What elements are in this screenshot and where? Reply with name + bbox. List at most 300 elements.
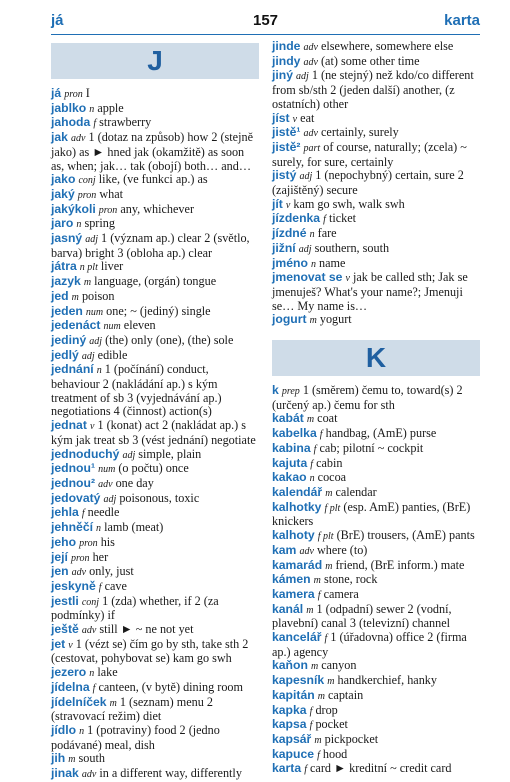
entry-headword: jahoda: [51, 115, 91, 130]
entry-part-of-speech: m: [83, 277, 92, 289]
dictionary-entry: [51, 87, 259, 102]
entry-headword: kajuta: [272, 455, 308, 470]
dictionary-entry: [51, 767, 259, 782]
entry-headword: kanál: [272, 601, 304, 616]
entry-definition: 1 (zda) whether, if 2 (za podmínky) if: [51, 593, 219, 623]
entry-headword: jed: [51, 288, 69, 303]
entry-headword: kaňon: [272, 658, 308, 673]
entry-part-of-speech: adj: [89, 335, 103, 347]
entry-headword: jeskyně: [51, 578, 96, 593]
dictionary-entry: [51, 448, 259, 463]
dictionary-entry: [51, 521, 259, 536]
entry-part-of-speech: f: [81, 508, 85, 520]
entry-headword: jindy: [272, 53, 301, 68]
entry-headword: jedenáct: [51, 318, 101, 333]
entry-definition: elsewhere, somewhere else: [321, 39, 454, 53]
entry-definition: lake: [97, 665, 118, 680]
entry-part-of-speech: v: [292, 113, 298, 125]
entry-definition: one; ~ (jediný) single: [106, 303, 211, 318]
entry-part-of-speech: m: [309, 315, 317, 327]
entry-headword: jižní: [272, 240, 296, 255]
entry-definition: handbag, (AmE) purse: [325, 426, 437, 441]
entry-headword: kapuce: [272, 746, 315, 761]
entry-definition: kam go swh, walk swh: [293, 196, 405, 211]
entry-definition: eleven: [123, 318, 156, 333]
entry-definition: 1 (konat) act 2 (nakládat ap.) s kým jak treat sb 3 (vést jednání) negotiate: [51, 418, 256, 447]
dictionary-entry: [272, 457, 480, 472]
dictionary-entry: [272, 257, 480, 272]
entry-headword: kalhoty: [272, 528, 315, 543]
entry-definition: his: [100, 534, 115, 549]
dictionary-entry: [272, 588, 480, 603]
dictionary-entry: [51, 275, 259, 290]
entry-part-of-speech: f: [310, 458, 314, 470]
entry-part-of-speech: v: [285, 199, 291, 211]
entry-part-of-speech: pron: [79, 537, 98, 549]
entry-definition: lamb (meat): [104, 520, 164, 535]
entry-definition: 1 (seznam) menu 2 (stravovací režim) diet: [51, 694, 213, 724]
entry-part-of-speech: prep: [281, 386, 300, 398]
dictionary-entry: [272, 603, 480, 631]
entry-part-of-speech: adv: [98, 478, 113, 490]
dictionary-entry: [272, 112, 480, 127]
entry-headword: jaký: [51, 186, 75, 201]
entry-definition: (the) only (one), (the) sole: [105, 332, 234, 347]
entry-headword: jízdenka: [272, 211, 321, 226]
header-last-word: karta: [444, 12, 480, 29]
entry-headword: jednoduchý: [51, 446, 120, 461]
entry-definition: any, whichever: [120, 201, 194, 216]
entry-definition: strawberry: [99, 115, 152, 130]
entry-part-of-speech: num: [85, 306, 104, 318]
entry-definition: 1 (vézt se) čím go by sth, take sth 2 (cestovat, pohybovat se) kam go swh: [51, 636, 249, 666]
dictionary-entry: [51, 349, 259, 364]
dictionary-entry: [51, 173, 259, 188]
entry-definition: certainly, surely: [321, 125, 399, 140]
entry-definition: simple, plain: [138, 446, 202, 461]
entry-headword: jít: [272, 196, 283, 211]
entry-part-of-speech: m: [314, 734, 322, 746]
entry-headword: jogurt: [272, 312, 307, 327]
entry-headword: jehla: [51, 505, 79, 520]
dictionary-entry: [272, 212, 480, 227]
entry-definition: cab; pilotní ~ cockpit: [319, 440, 424, 455]
entry-part-of-speech: num: [98, 464, 116, 476]
dictionary-entry: [51, 319, 259, 334]
entry-part-of-speech: adj: [122, 449, 136, 461]
dictionary-entry: [51, 363, 259, 419]
entry-part-of-speech: m: [317, 690, 325, 702]
entry-headword: kapitán: [272, 687, 315, 702]
entry-definition: liver: [100, 259, 124, 274]
header-first-word: já: [51, 12, 64, 29]
entry-headword: jednou²: [51, 475, 96, 490]
dictionary-entry: [272, 313, 480, 328]
entry-definition: one day: [115, 475, 154, 490]
entry-headword: jíst: [272, 110, 290, 125]
entry-part-of-speech: m: [325, 560, 333, 572]
entry-part-of-speech: n: [96, 365, 102, 377]
entry-headword: k: [272, 383, 279, 398]
entry-part-of-speech: f: [323, 214, 326, 226]
dictionary-entry: [51, 260, 259, 275]
entry-headword: její: [51, 549, 68, 564]
entry-headword: jeden: [51, 303, 83, 318]
entry-headword: jedovatý: [51, 490, 101, 505]
entry-headword: kapsa: [272, 717, 307, 732]
entry-definition: pocket: [315, 717, 348, 732]
dictionary-entry: [51, 551, 259, 566]
entry-headword: jak: [51, 130, 68, 145]
entry-headword: jinde: [272, 39, 301, 53]
entry-part-of-speech: f: [92, 682, 96, 694]
entry-definition: friend, (BrE inform.) mate: [335, 557, 465, 572]
dictionary-entry: [272, 227, 480, 242]
entry-definition: 1 (potraviny) food 2 (jedno podávané) meal, dish: [51, 722, 220, 752]
entry-part-of-speech: f: [98, 581, 102, 593]
entry-part-of-speech: m: [327, 676, 335, 688]
entry-part-of-speech: adv: [299, 545, 314, 557]
dictionary-entry: [51, 506, 259, 521]
entry-definition: stone, rock: [323, 572, 378, 587]
entry-headword: jaro: [51, 216, 74, 231]
entry-part-of-speech: n: [89, 668, 95, 680]
entry-part-of-speech: f: [317, 749, 320, 761]
running-header: [51, 10, 480, 32]
dictionary-entry: [272, 689, 480, 704]
dictionary-entry: [272, 271, 480, 313]
entry-definition: 1 (význam ap.) clear 2 (světlo, barva) bright 3 (obloha ap.) clear: [51, 231, 250, 260]
dictionary-entry: [272, 659, 480, 674]
entry-part-of-speech: m: [306, 414, 315, 426]
entry-headword: jediný: [51, 332, 87, 347]
entry-part-of-speech: v: [89, 421, 95, 433]
entry-part-of-speech: m: [68, 754, 76, 766]
entry-definition: camera: [323, 586, 359, 601]
entry-part-of-speech: adj: [85, 234, 98, 246]
right-column: [272, 40, 480, 777]
entry-definition: what: [99, 186, 124, 201]
entry-definition: 1 (ne stejný) než kdo/co different from sb/sth 2 (jeden další) another, (z ostatních) other: [272, 68, 474, 111]
entry-headword: jinak: [51, 766, 79, 781]
entry-part-of-speech: adv: [71, 567, 87, 579]
dictionary-entry: [51, 188, 259, 203]
dictionary-entry: [51, 217, 259, 232]
dictionary-entry: [272, 141, 480, 169]
entry-definition: 1 (směrem) čemu to, toward(s) 2 (určený ap.) čemu for sth: [272, 383, 463, 412]
entry-headword: jakýkoli: [51, 201, 96, 216]
entry-definition: her: [92, 549, 109, 564]
entry-headword: kalhotky: [272, 499, 322, 514]
entry-definition: pickpocket: [324, 731, 379, 746]
entry-definition: edible: [97, 347, 128, 362]
entry-part-of-speech: n: [76, 219, 82, 231]
entry-definition: fare: [317, 226, 337, 241]
dictionary-entry: [272, 427, 480, 442]
entry-headword: jistě¹: [272, 125, 301, 140]
dictionary-entry: [51, 638, 259, 666]
entry-headword: jezero: [51, 665, 87, 680]
entry-part-of-speech: adv: [303, 56, 318, 68]
entry-part-of-speech: m: [109, 697, 117, 709]
entry-definition: card ► kreditní ~ credit card: [310, 761, 452, 776]
dictionary-entry: [51, 232, 259, 260]
header-rule: [51, 34, 480, 35]
dictionary-entry: [272, 55, 480, 70]
entry-definition: handkerchief, hanky: [337, 673, 437, 688]
entry-headword: kamera: [272, 586, 315, 601]
entry-headword: jednání: [51, 362, 94, 377]
dictionary-entry: [51, 666, 259, 681]
left-column: [51, 40, 259, 782]
entry-part-of-speech: m: [325, 487, 333, 499]
entry-part-of-speech: n: [310, 258, 316, 270]
entry-definition: eat: [300, 110, 315, 125]
entry-definition: cocoa: [317, 470, 347, 485]
entry-part-of-speech: f: [319, 429, 323, 441]
entry-headword: jih: [51, 751, 66, 766]
entry-part-of-speech: adj: [298, 243, 312, 255]
entry-definition: yogurt: [319, 312, 352, 327]
entry-definition: language, (orgán) tongue: [94, 274, 217, 289]
entry-definition: jak be called sth; Jak se jmenuješ? What's your name?; Jmenuji se… My name is…: [272, 270, 468, 313]
entry-definition: poisonous, toxic: [119, 490, 200, 505]
dictionary-entry: [51, 724, 259, 752]
entry-part-of-speech: adv: [81, 769, 97, 781]
entry-definition: still ► ~ ne not yet: [99, 622, 194, 637]
entry-definition: cave: [104, 578, 127, 593]
entry-headword: kabelka: [272, 426, 317, 441]
entry-part-of-speech: f plt: [324, 502, 341, 514]
dictionary-entry: [272, 442, 480, 457]
entry-headword: jídelna: [51, 679, 90, 694]
entry-definition: 1 (dotaz na způsob) how 2 (stejně jako) as ► hned jak (okamžitě) as soon as, when; jak… tak (obojí) both… and…: [51, 130, 253, 173]
entry-definition: name: [318, 255, 346, 270]
entry-part-of-speech: adj: [103, 493, 117, 505]
entry-part-of-speech: m: [310, 661, 319, 673]
dictionary-entry: [272, 384, 480, 412]
dictionary-entry: [272, 198, 480, 213]
entry-headword: já: [51, 86, 62, 100]
entry-headword: kámen: [272, 572, 311, 587]
entry-definition: canteen, (v bytě) dining room: [98, 679, 243, 694]
dictionary-entry: [272, 40, 480, 55]
entry-definition: where (to): [316, 542, 368, 557]
entry-part-of-speech: f: [317, 589, 321, 601]
entry-definition: ticket: [328, 211, 357, 226]
entry-headword: jiný: [272, 68, 293, 83]
dictionary-entry: [51, 116, 259, 131]
entry-definition: needle: [87, 505, 120, 520]
dictionary-entry: [51, 623, 259, 638]
entry-part-of-speech: adj: [299, 171, 313, 183]
dictionary-entry: [272, 486, 480, 501]
entry-part-of-speech: n: [309, 473, 315, 485]
entry-part-of-speech: n plt: [79, 262, 98, 274]
dictionary-entry: [51, 203, 259, 218]
entry-part-of-speech: pron: [77, 189, 97, 201]
letter-band-k: K: [272, 340, 480, 376]
entry-headword: kamarád: [272, 557, 323, 572]
dictionary-entry: [272, 762, 480, 777]
entry-part-of-speech: pron: [70, 552, 90, 564]
entry-definition: south: [78, 751, 105, 766]
page-number: 157: [252, 12, 279, 29]
entry-definition: poison: [81, 288, 115, 303]
dictionary-entry: [272, 69, 480, 111]
entry-headword: jablko: [51, 100, 87, 115]
entry-definition: I: [85, 86, 90, 100]
entry-part-of-speech: n: [89, 103, 95, 115]
entry-part-of-speech: conj: [78, 175, 96, 187]
entry-headword: kabina: [272, 440, 311, 455]
entry-headword: jako: [51, 172, 76, 187]
entry-headword: jazyk: [51, 274, 81, 289]
entry-headword: jednat: [51, 418, 87, 433]
entry-part-of-speech: v: [68, 639, 73, 651]
entry-definition: drop: [315, 702, 338, 717]
dictionary-entry: [272, 529, 480, 544]
entry-headword: játra: [51, 259, 77, 274]
entry-headword: kapsář: [272, 731, 312, 746]
dictionary-entry: [272, 501, 480, 529]
dictionary-entry: [51, 102, 259, 117]
dictionary-entry: [272, 471, 480, 486]
dictionary-entry: [272, 544, 480, 559]
entry-definition: of course, naturally; (zcela) ~ surely, for sure, certainly: [272, 139, 467, 169]
entry-definition: (BrE) trousers, (AmE) pants: [336, 528, 475, 543]
dictionary-entry: [51, 536, 259, 551]
entry-headword: jízdné: [272, 226, 307, 241]
entry-definition: apple: [97, 100, 124, 115]
entry-headword: kancelář: [272, 630, 322, 645]
dictionary-entry: [51, 565, 259, 580]
entry-definition: 1 (úřadovna) office 2 (firma ap.) agency: [272, 630, 467, 659]
entry-headword: jmenovat se: [272, 270, 343, 285]
entry-definition: hood: [322, 746, 348, 761]
entry-part-of-speech: m: [71, 291, 79, 303]
entry-part-of-speech: v: [345, 273, 350, 285]
entry-part-of-speech: f: [309, 720, 313, 732]
entry-definition: 1 (nepochybný) certain, sure 2 (zajištěný) secure: [272, 168, 464, 198]
entry-headword: jídelníček: [51, 694, 107, 709]
entry-headword: kapka: [272, 702, 307, 717]
entry-part-of-speech: m: [313, 575, 321, 587]
entry-definition: (at) some other time: [321, 53, 420, 68]
dictionary-entry: [51, 290, 259, 305]
entry-definition: coat: [317, 411, 338, 426]
entry-part-of-speech: n: [96, 523, 102, 535]
entry-part-of-speech: n: [79, 725, 85, 737]
entry-headword: jen: [51, 564, 69, 579]
dictionary-entry: [272, 704, 480, 719]
entry-headword: jehněčí: [51, 520, 93, 535]
entry-headword: jistě²: [272, 139, 301, 154]
entry-headword: jídlo: [51, 722, 77, 737]
entry-part-of-speech: f: [324, 633, 328, 645]
entry-definition: in a different way, differently: [99, 766, 242, 781]
entry-part-of-speech: f plt: [317, 531, 334, 543]
dictionary-entry: [272, 559, 480, 574]
entry-part-of-speech: conj: [81, 596, 100, 608]
dictionary-entry: [51, 752, 259, 767]
dictionary-entry: [272, 733, 480, 748]
entry-part-of-speech: adv: [303, 128, 318, 140]
entry-headword: jedlý: [51, 347, 79, 362]
dictionary-entry: [272, 242, 480, 257]
dictionary-entry: [51, 595, 259, 623]
entry-part-of-speech: adj: [81, 350, 95, 362]
letter-band-j: J: [51, 43, 259, 79]
entry-part-of-speech: f: [309, 705, 313, 717]
entry-headword: jistý: [272, 168, 297, 183]
entry-headword: kam: [272, 542, 297, 557]
entry-part-of-speech: pron: [64, 89, 83, 100]
entry-definition: cabin: [316, 455, 343, 470]
entry-definition: canyon: [321, 658, 357, 673]
entry-headword: ještě: [51, 622, 79, 637]
dictionary-entry: [51, 696, 259, 724]
entry-headword: kapesník: [272, 673, 325, 688]
entry-headword: jasný: [51, 231, 83, 246]
dictionary-entry: [51, 334, 259, 349]
entry-definition: only, just: [89, 564, 134, 579]
entry-definition: southern, south: [314, 240, 390, 255]
entry-definition: spring: [84, 216, 115, 231]
entry-definition: (esp. AmE) panties, (BrE) knickers: [272, 499, 471, 529]
dictionary-entry: [272, 718, 480, 733]
entry-headword: jednou¹: [51, 461, 96, 476]
entry-part-of-speech: m: [306, 604, 314, 616]
dictionary-entry: [51, 419, 259, 447]
entry-definition: like, (ve funkci ap.) as: [98, 172, 208, 187]
entry-part-of-speech: n: [309, 229, 315, 241]
dictionary-entry: [272, 674, 480, 689]
dictionary-entry: [51, 492, 259, 507]
dictionary-entry: [272, 573, 480, 588]
entry-definition: calendar: [335, 484, 377, 499]
entry-part-of-speech: adj: [296, 71, 309, 83]
entry-headword: jméno: [272, 255, 308, 270]
entry-definition: 1 (odpadní) sewer 2 (vodní, plavební) canal 3 (televizní) channel: [272, 601, 452, 631]
entry-part-of-speech: adv: [81, 625, 97, 637]
entry-headword: kakao: [272, 470, 307, 485]
entry-definition: (o počtu) once: [118, 461, 189, 476]
dictionary-entry: [51, 131, 259, 173]
dictionary-entry: [272, 631, 480, 659]
entry-part-of-speech: f: [313, 443, 317, 455]
entry-headword: kalendář: [272, 484, 323, 499]
dictionary-entry: [51, 462, 259, 477]
dictionary-entry: [51, 681, 259, 696]
entry-part-of-speech: pron: [98, 204, 118, 216]
entry-headword: karta: [272, 761, 302, 776]
entry-headword: jestli: [51, 593, 79, 608]
entry-part-of-speech: f: [304, 764, 307, 776]
entry-headword: jeho: [51, 534, 77, 549]
entry-definition: 1 (počínání) conduct, behaviour 2 (nakládání ap.) s kým treatment of sb 3 (vyjednávání ap.) negotiations 4 (činnost) action(s): [51, 362, 222, 419]
dictionary-entry: [272, 412, 480, 427]
entry-part-of-speech: part: [303, 142, 321, 154]
entry-headword: jet: [51, 636, 66, 651]
dictionary-entry: [272, 126, 480, 141]
dictionary-entry: [51, 477, 259, 492]
dictionary-entry: [51, 305, 259, 320]
dictionary-entry: [51, 580, 259, 595]
entry-headword: kabát: [272, 411, 304, 426]
entry-part-of-speech: f: [93, 118, 97, 130]
entry-part-of-speech: num: [103, 321, 121, 333]
